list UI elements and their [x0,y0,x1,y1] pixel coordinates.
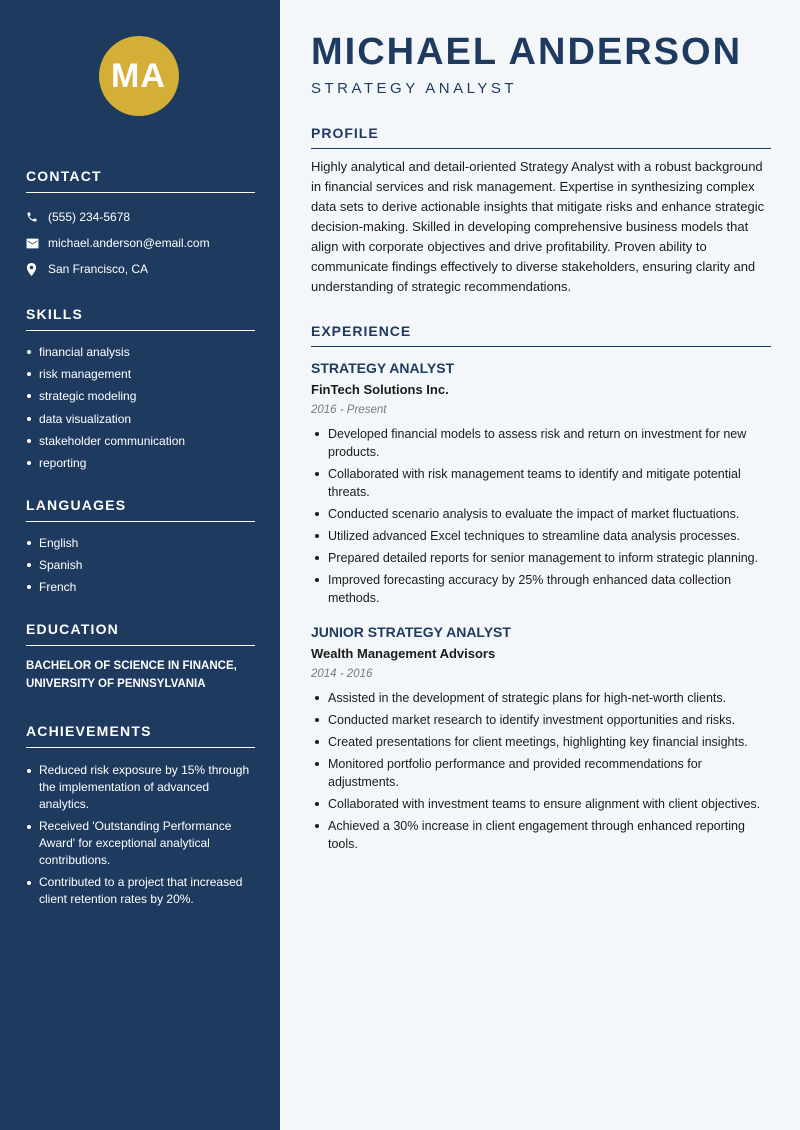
contact-location [26,256,255,282]
achievements-list [26,762,255,908]
job-bullet: Developed financial models to assess risk and return on investment for new products. [311,425,771,461]
skill-item: strategic modeling [26,385,255,407]
job-bullets [311,425,771,607]
achievements-section [26,723,255,908]
job-dates: 2014 - 2016 [311,668,373,680]
skill-item: risk management [26,363,255,385]
education-section [26,621,255,693]
education-heading: EDUCATION [26,621,255,646]
email-icon [26,238,48,249]
language-item: English [26,532,255,554]
experience-section [311,323,771,853]
job-company: Wealth Management Advisors [311,646,496,661]
skill-item: data visualization [26,408,255,430]
job-bullet: Prepared detailed reports for senior management to inform strategic planning. [311,549,771,567]
job-bullet: Achieved a 30% increase in client engagement through enhanced reporting tools. [311,817,771,853]
education-degree: BACHELOR OF SCIENCE IN FINANCE, UNIVERSITY OF PENNSYLVANIA [26,660,237,690]
skill-item: reporting [26,452,255,474]
skill-item: financial analysis [26,341,255,363]
achievement-item: Reduced risk exposure by 15% through the implementation of advanced analytics. [26,762,255,813]
main-content [280,0,800,1130]
job-bullets [311,689,771,853]
skills-list [26,341,255,474]
job-bullet: Collaborated with investment teams to ensure alignment with client objectives. [311,795,771,813]
phone-icon [26,211,48,223]
languages-list [26,532,255,598]
skill-item: stakeholder communication [26,430,255,452]
languages-heading: LANGUAGES [26,497,255,522]
job-bullet: Utilized advanced Excel techniques to streamline data analysis processes. [311,527,771,545]
contact-phone-text: (555) 234-5678 [48,210,131,224]
skills-section [26,306,255,474]
job-bullet: Created presentations for client meetings, highlighting key financial insights. [311,733,771,751]
job-title: STRATEGY ANALYST [311,360,455,376]
language-item: French [26,576,255,598]
job-entry [311,360,771,607]
job-bullet: Conducted market research to identify investment opportunities and risks. [311,711,771,729]
job-bullet: Monitored portfolio performance and provided recommendations for adjustments. [311,755,771,791]
candidate-role: STRATEGY ANALYST [311,80,518,97]
profile-section [311,125,771,297]
achievement-item: Contributed to a project that increased client retention rates by 20%. [26,874,255,908]
languages-section [26,497,255,598]
skills-heading: SKILLS [26,306,255,331]
profile-text: Highly analytical and detail-oriented Strategy Analyst with a robust background in financial services and risk management. Expertise in synthesizing complex data sets to derive actionable insights that mitigate risks and enhance strategic decision-making. Skilled in developing comprehensive business models that align with corporate objectives and drive profitability. Proven ability to communicate findings effectively to diverse stakeholders, ensuring clarity and understanding of strategic recommendations. [311,159,765,294]
contact-section [26,168,255,282]
contact-location-text: San Francisco, CA [48,262,149,276]
candidate-name: MICHAEL ANDERSON [311,31,743,73]
job-title: JUNIOR STRATEGY ANALYST [311,624,511,640]
contact-heading: CONTACT [26,168,255,193]
job-bullet: Conducted scenario analysis to evaluate the impact of market fluctuations. [311,505,771,523]
experience-heading: EXPERIENCE [311,323,771,347]
job-dates: 2016 - Present [311,404,387,416]
contact-email-text: michael.anderson@email.com [48,236,210,250]
avatar: MA [99,36,179,116]
job-bullet: Improved forecasting accuracy by 25% through enhanced data collection methods. [311,571,771,607]
achievement-item: Received 'Outstanding Performance Award' for exceptional analytical contributions. [26,818,255,869]
sidebar [0,0,280,1130]
job-bullet: Collaborated with risk management teams to identify and mitigate potential threats. [311,465,771,501]
achievements-heading: ACHIEVEMENTS [26,723,255,748]
job-company: FinTech Solutions Inc. [311,382,449,397]
profile-heading: PROFILE [311,125,771,149]
contact-list [26,204,255,282]
language-item: Spanish [26,554,255,576]
location-pin-icon [26,263,48,276]
contact-email [26,230,255,256]
contact-phone [26,204,255,230]
job-bullet: Assisted in the development of strategic plans for high-net-worth clients. [311,689,771,707]
job-entry [311,624,771,853]
